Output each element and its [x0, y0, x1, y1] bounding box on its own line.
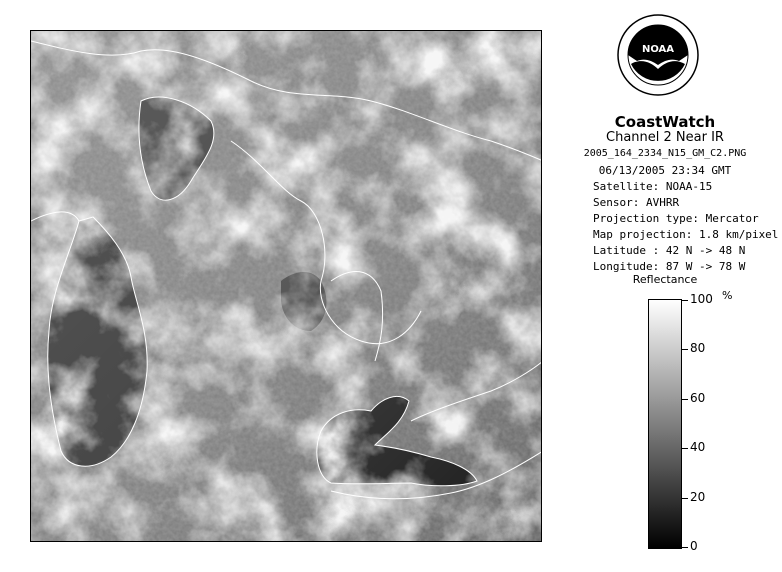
noaa-logo-render	[617, 14, 699, 96]
colorbar-unit: %	[722, 289, 733, 302]
sensor-label: Sensor: AVHRR	[593, 196, 680, 209]
colorbar-tick	[682, 399, 688, 400]
colorbar-tick	[682, 300, 688, 301]
cloud-haze	[31, 31, 542, 542]
colorbar-tick	[682, 547, 688, 548]
satellite-image	[30, 30, 542, 542]
projection-type: Projection type: Mercator	[593, 212, 759, 225]
latitude-range: Latitude : 42 N -> 48 N	[593, 244, 746, 257]
noaa-logo-icon	[617, 14, 699, 96]
colorbar-tick-label: 80	[690, 341, 706, 356]
colorbar-tick	[682, 498, 688, 499]
longitude-range: Longitude: 87 W -> 78 W	[593, 260, 746, 273]
file-name: 2005_164_2334_N15_GM_C2.PNG	[583, 148, 747, 159]
colorbar-tick-label: 60	[690, 390, 706, 405]
colorbar-title: Reflectance	[632, 273, 698, 286]
logo-text: NOAA	[641, 44, 675, 55]
colorbar	[648, 299, 682, 549]
channel-label: Channel 2 Near IR	[606, 130, 724, 145]
colorbar-tick-label: 40	[690, 440, 706, 455]
map-projection: Map projection: 1.8 km/pixel	[593, 228, 779, 241]
colorbar-tick	[682, 448, 688, 449]
colorbar-tick-label: 20	[690, 489, 706, 504]
satellite-image-render	[31, 31, 542, 542]
satellite-label: Satellite: NOAA-15	[593, 180, 713, 193]
colorbar-tick-label: 0	[690, 539, 698, 553]
date-time: 06/13/2005 23:34 GMT	[598, 164, 732, 177]
colorbar-tick-label: 100	[690, 292, 713, 306]
colorbar-tick	[682, 349, 688, 350]
brand-title: CoastWatch	[614, 113, 716, 131]
